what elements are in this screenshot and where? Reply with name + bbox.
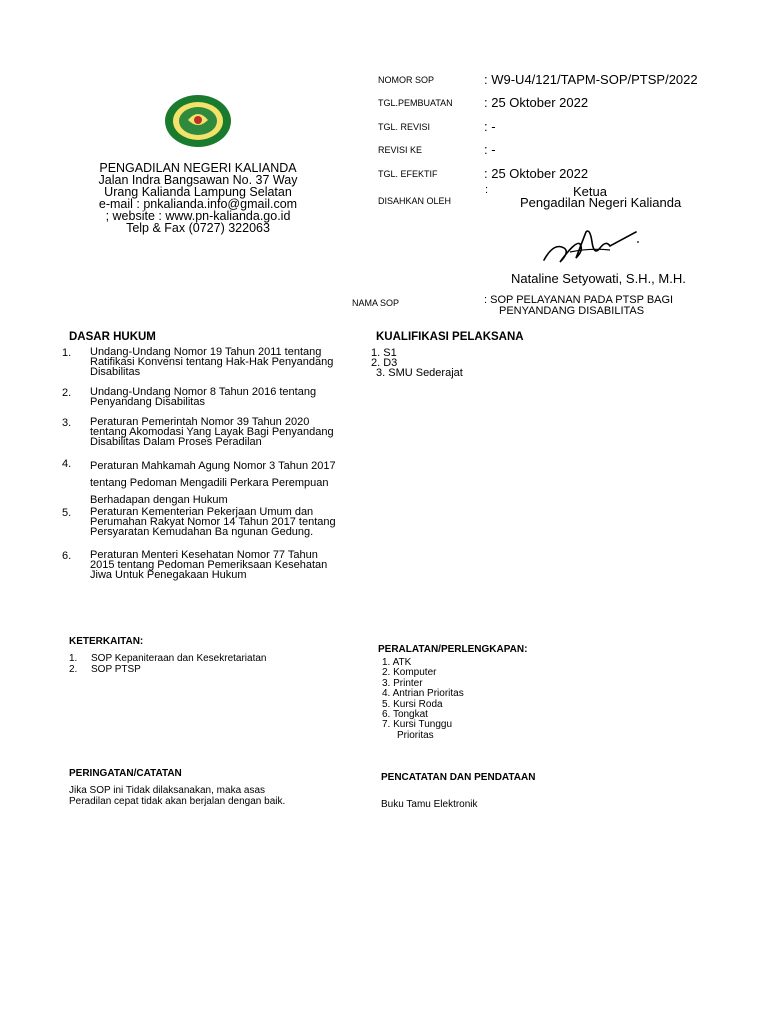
list-item-number: 5. — [62, 507, 72, 519]
tgl-pembuatan-label: TGL.PEMBUATAN — [378, 98, 453, 108]
list-item-line: Disabilitas Dalam Proses Peradilan — [90, 436, 262, 448]
nama-sop-line1: : SOP PELAYANAN PADA PTSP BAGI — [484, 294, 674, 306]
tgl-efektif-value: : 25 Oktober 2022 — [484, 166, 589, 181]
disahkan-title: Ketua — [573, 184, 607, 199]
list-item-line: Perumahan Rakyat Nomor 14 Tahun 2017 tentang — [90, 516, 336, 528]
kualifikasi-heading: KUALIFIKASI PELAKSANA — [376, 331, 524, 343]
list-item-number: 2. — [69, 664, 78, 675]
list-item-line: Berhadapan dengan Hukum — [90, 494, 228, 506]
org-phone: Telp & Fax (0727) 322063 — [126, 221, 270, 235]
list-item: 5. Kursi Roda — [382, 698, 443, 710]
peringatan-line: Peradilan cepat tidak akan berjalan dengan baik. — [69, 796, 286, 807]
list-item-line: Peraturan Menteri Kesehatan Nomor 77 Tahun — [90, 549, 318, 561]
list-item: 2. D3 — [371, 357, 398, 369]
tgl-efektif-label: TGL. EFEKTIF — [378, 169, 438, 179]
list-item-text: SOP Kepaniteraan dan Kesekretariatan — [91, 653, 267, 664]
list-item-line: tentang Akomodasi Yang Layak Bagi Penyandang — [90, 426, 334, 438]
list-item: 3. Printer — [382, 677, 423, 689]
list-item-line: Persyaratan Kemudahan Ba ngunan Gedung. — [90, 526, 314, 538]
list-item: 1. S1 — [371, 347, 397, 359]
list-item: 3. SMU Sederajat — [376, 367, 463, 379]
list-item-line: Peraturan Mahkamah Agung Nomor 3 Tahun 2017 — [90, 460, 336, 472]
dasar-hukum-heading: DASAR HUKUM — [69, 331, 156, 343]
peringatan-heading: PERINGATAN/CATATAN — [69, 768, 182, 779]
list-item: 7. Kursi Tunggu — [382, 719, 453, 731]
revisi-ke-label: REVISI KE — [378, 145, 423, 155]
pencatatan-text: Buku Tamu Elektronik — [381, 799, 478, 810]
handwritten-signature-icon — [540, 222, 650, 272]
list-item-line: tentang Pedoman Mengadili Perkara Perempuan — [90, 477, 329, 489]
list-item-text: SOP PTSP — [91, 664, 141, 675]
list-item-line: Jiwa Untuk Penegakaan Hukum — [90, 569, 247, 581]
court-emblem-icon — [164, 94, 232, 148]
tgl-revisi-label: TGL. REVISI — [378, 122, 431, 132]
org-address-1: Jalan Indra Bangsawan No. 37 Way — [98, 173, 298, 187]
org-name: PENGADILAN NEGERI KALIANDA — [99, 161, 297, 175]
list-item-number: 6. — [62, 550, 72, 562]
list-item-number: 2. — [62, 387, 72, 399]
disahkan-label: DISAHKAN OLEH — [378, 196, 452, 206]
list-item-line: Undang-Undang Nomor 19 Tahun 2011 tentang — [90, 346, 322, 358]
nama-sop-label: NAMA SOP — [352, 298, 400, 308]
list-item-number: 4. — [62, 458, 72, 470]
list-item-line: Ratifikasi Konvensi tentang Hak-Hak Penyandang — [90, 356, 334, 368]
org-website: ; website : www.pn-kalianda.go.id — [105, 209, 291, 223]
peralatan-heading: PERALATAN/PERLENGKAPAN: — [378, 644, 528, 655]
list-item: 4. Antrian Prioritas — [382, 688, 464, 700]
list-item-number: 1. — [69, 653, 78, 664]
list-item-number: 1. — [62, 347, 72, 359]
organization-block — [90, 162, 306, 234]
peringatan-text — [69, 785, 285, 807]
list-item-line: Undang-Undang Nomor 8 Tahun 2016 tentang — [90, 386, 317, 398]
disahkan-colon: : — [485, 184, 489, 196]
list-item-line: Disabilitas — [90, 366, 141, 378]
nama-sop-line2: PENYANDANG DISABILITAS — [499, 305, 645, 317]
list-item — [69, 653, 267, 664]
list-item-line: 2015 tentang Pedoman Pemeriksaan Kesehatan — [90, 559, 328, 571]
revisi-ke-value: : - — [484, 142, 496, 157]
org-email: e-mail : pnkalianda.info@gmail.com — [98, 197, 298, 211]
list-item-number: 3. — [62, 417, 72, 429]
tgl-pembuatan-value: : 25 Oktober 2022 — [484, 95, 589, 110]
list-item: Prioritas — [397, 729, 434, 741]
list-item: 6. Tongkat — [382, 709, 428, 721]
keterkaitan-heading: KETERKAITAN: — [69, 636, 144, 647]
pencatatan-heading: PENCATATAN DAN PENDATAAN — [381, 772, 536, 783]
kualifikasi-list — [371, 348, 463, 378]
nomor-sop-label: NOMOR SOP — [378, 75, 435, 85]
list-item-line: Penyandang Disabilitas — [90, 396, 205, 408]
list-item: 2. Komputer — [382, 667, 437, 679]
tgl-revisi-value: : - — [484, 119, 496, 134]
list-item — [69, 664, 267, 675]
list-item-line: Peraturan Kementerian Pekerjaan Umum dan — [90, 506, 314, 518]
signer-name: Nataline Setyowati, S.H., M.H. — [511, 271, 686, 286]
list-item: 1. ATK — [382, 657, 412, 668]
list-item-line: Peraturan Pemerintah Nomor 39 Tahun 2020 — [90, 416, 310, 428]
nomor-sop-value: : W9-U4/121/TAPM-SOP/PTSP/2022 — [484, 72, 698, 87]
disahkan-org: Pengadilan Negeri Kalianda — [520, 195, 682, 210]
keterkaitan-list — [69, 653, 267, 675]
peralatan-list — [382, 658, 464, 741]
peringatan-line: Jika SOP ini Tidak dilaksanakan, maka asas — [69, 785, 266, 796]
org-address-2: Urang Kalianda Lampung Selatan — [104, 185, 292, 199]
